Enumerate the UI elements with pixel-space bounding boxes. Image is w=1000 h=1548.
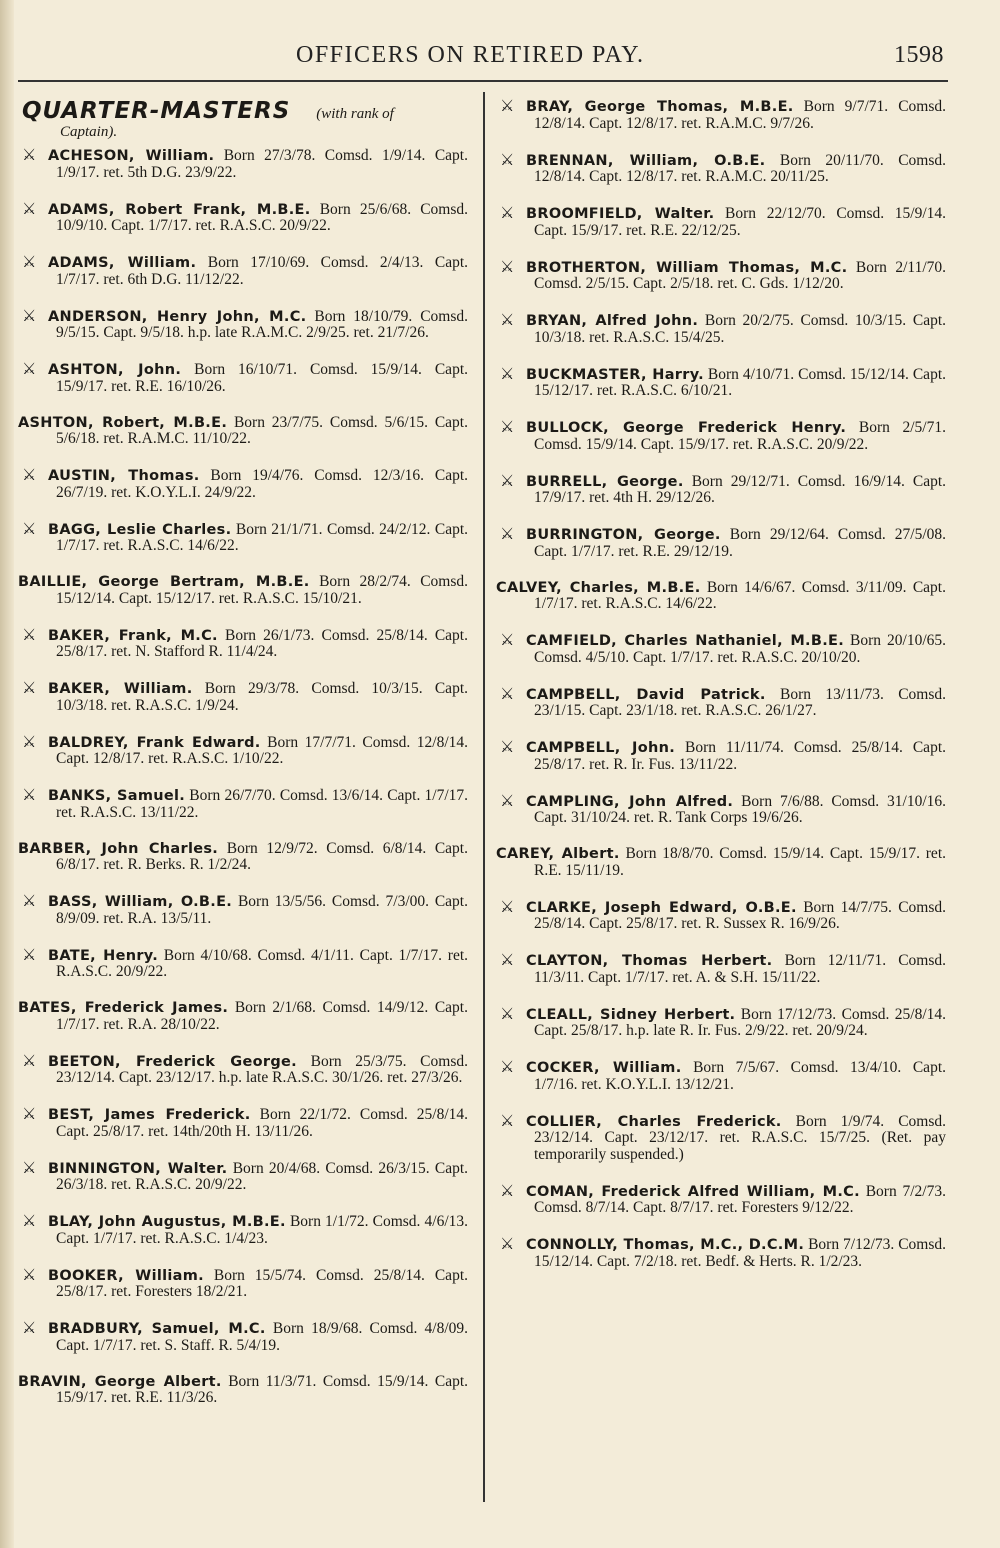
service-details: Born 21/1/71. Comsd. 24/2/12. Capt. 1/7/17. ret. R.A.S.C. 14/6/22. xyxy=(56,520,469,554)
list-item xyxy=(496,1236,946,1270)
list-item xyxy=(18,1157,469,1194)
service-details: Born 2/5/71. Comsd. 15/9/14. Capt. 15/9/17. ret. R.A.S.C. 20/9/22. xyxy=(534,419,946,453)
list-item xyxy=(18,467,468,501)
list-item xyxy=(18,254,468,288)
crossed-swords-icon: ⚔ xyxy=(22,305,34,325)
officer-name: COLLIER, Charles Frederick. xyxy=(526,1113,782,1130)
list-item xyxy=(496,149,947,186)
service-details: Born 27/3/78. Comsd. 1/9/14. Capt. 1/9/17. ret. 5th D.G. 23/9/22. xyxy=(56,147,468,181)
service-details: Born 20/10/65. Comsd. 4/5/10. Capt. 1/7/17. ret. R.A.S.C. 20/10/20. xyxy=(534,632,946,666)
service-details: Born 16/10/71. Comsd. 15/9/14. Capt. 15/9/17. ret. R.E. 16/10/26. xyxy=(56,361,468,395)
officer-name: AUSTIN, Thomas. xyxy=(48,468,200,484)
list-item xyxy=(496,470,947,507)
officer-name: BUCKMASTER, Harry. xyxy=(526,366,704,383)
book-spine-shadow xyxy=(0,0,14,1548)
officer-name: COCKER, William. xyxy=(526,1060,682,1076)
crossed-swords-icon: ⚔ xyxy=(22,785,34,804)
service-details: Born 7/2/73. Comsd. 8/7/14. Capt. 8/7/17. ret. Foresters 9/12/22. xyxy=(534,1182,946,1216)
crossed-swords-icon: ⚔ xyxy=(22,678,34,697)
officer-name: BANKS, Samuel. xyxy=(48,788,186,804)
service-details: Born 11/11/74. Comsd. 25/8/14. Capt. 25/8/17. ret. R. Ir. Fus. 13/11/22. xyxy=(534,739,946,773)
list-item xyxy=(18,624,468,661)
list-item xyxy=(496,739,946,773)
list-item xyxy=(18,518,469,555)
officer-name: BURRELL, George. xyxy=(526,473,684,490)
officer-name: BEETON, Frederick George. xyxy=(48,1053,297,1070)
crossed-swords-icon: ⚔ xyxy=(500,417,512,436)
crossed-swords-icon: ⚔ xyxy=(500,790,512,810)
crossed-swords-icon: ⚔ xyxy=(500,1057,512,1076)
service-details: Born 1/9/74. Comsd. 23/12/14. Capt. 23/12/17. ret. R.A.S.C. 15/7/25. (Ret. pay temporarily suspended.) xyxy=(534,1112,947,1163)
service-details: Born 9/7/71. Comsd. 12/8/14. Capt. 12/8/17. ret. R.A.M.C. 9/7/26. xyxy=(534,98,946,132)
list-item xyxy=(496,952,946,986)
officer-name: BLAY, John Augustus, M.B.E. xyxy=(48,1214,286,1230)
service-details: Born 12/9/72. Comsd. 6/8/14. Capt. 6/8/17. ret. R. Berks. R. 1/2/24. xyxy=(56,839,468,873)
service-details: Born 2/11/70. Comsd. 2/5/15. Capt. 2/5/18. ret. C. Gds. 1/12/20. xyxy=(534,258,946,292)
officer-name: BATE, Henry. xyxy=(48,947,159,964)
service-details: Born 20/2/75. Comsd. 10/3/15. Capt. 10/3/18. ret. R.A.S.C. 15/4/25. xyxy=(534,312,947,346)
left-column xyxy=(18,98,468,1426)
officer-name: BAKER, Frank, M.C. xyxy=(48,627,218,644)
officer-name: BAGG, Leslie Charles. xyxy=(48,521,232,538)
list-item xyxy=(496,312,946,346)
service-details: Born 14/7/75. Comsd. 25/8/14. Capt. 25/8/17. ret. R. Sussex R. 16/9/26. xyxy=(534,898,947,932)
service-details: Born 1/1/72. Comsd. 4/6/13. Capt. 1/7/17. ret. R.A.S.C. 1/4/23. xyxy=(56,1213,469,1247)
list-item xyxy=(18,944,468,981)
officer-name: ACHESON, William. xyxy=(48,148,215,164)
crossed-swords-icon: ⚔ xyxy=(500,256,512,276)
list-item xyxy=(496,363,946,400)
officer-name: BRAY, George Thomas, M.B.E. xyxy=(526,99,794,115)
section-note: (with rank of xyxy=(316,106,394,122)
crossed-swords-icon: ⚔ xyxy=(500,630,512,649)
service-details: Born 17/10/69. Comsd. 2/4/13. Capt. 1/7/17. ret. 6th D.G. 11/12/22. xyxy=(56,254,469,288)
list-item xyxy=(496,896,947,933)
crossed-swords-icon: ⚔ xyxy=(22,518,34,538)
crossed-swords-icon: ⚔ xyxy=(500,310,512,329)
column-divider xyxy=(483,92,485,1502)
service-details: Born 26/7/70. Comsd. 13/6/14. Capt. 1/7/17. ret. R.A.S.C. 13/11/22. xyxy=(56,787,468,821)
list-item xyxy=(496,683,946,720)
list-item xyxy=(496,1110,947,1164)
list-item xyxy=(496,256,946,293)
officer-name: BROOMFIELD, Walter. xyxy=(526,206,715,222)
officer-name: CAMPLING, John Alfred. xyxy=(526,793,734,810)
page-number: 1598 xyxy=(894,42,944,68)
officer-name: ASHTON, John. xyxy=(48,362,182,378)
page-header xyxy=(0,40,1000,74)
crossed-swords-icon: ⚔ xyxy=(500,1003,512,1023)
service-details: Born 26/1/73. Comsd. 25/8/14. Capt. 25/8/17. ret. N. Stafford R. 11/4/24. xyxy=(56,626,468,660)
list-item xyxy=(496,526,946,560)
service-details: Born 22/12/70. Comsd. 15/9/14. Capt. 15/9/17. ret. R.E. 22/12/25. xyxy=(534,205,946,239)
officer-name: BOOKER, William. xyxy=(48,1267,204,1284)
service-details: Born 17/7/71. Comsd. 12/8/14. Capt. 12/8/17. ret. R.A.S.C. 1/10/22. xyxy=(56,733,468,767)
section-note-continued: Captain). xyxy=(60,124,118,140)
crossed-swords-icon: ⚔ xyxy=(500,683,512,703)
header-rule xyxy=(18,80,948,82)
crossed-swords-icon: ⚔ xyxy=(22,731,34,751)
crossed-swords-icon: ⚔ xyxy=(500,363,512,383)
service-details: Born 20/4/68. Comsd. 26/3/15. Capt. 26/3/18. ret. R.A.S.C. 20/9/22. xyxy=(56,1159,469,1193)
list-item xyxy=(18,574,468,607)
crossed-swords-icon: ⚔ xyxy=(22,944,34,964)
officer-name: CALVEY, Charles, M.B.E. xyxy=(496,579,701,596)
officer-name: ADAMS, William. xyxy=(48,255,197,271)
list-item xyxy=(18,147,468,181)
service-details: Born 13/11/73. Comsd. 23/1/15. Capt. 23/1/18. ret. R.A.S.C. 26/1/27. xyxy=(534,685,946,719)
service-details: Born 28/2/74. Comsd. 15/12/14. Capt. 15/12/17. ret. R.A.S.C. 15/10/21. xyxy=(56,573,468,607)
list-item xyxy=(496,580,946,613)
officer-name: BEST, James Frederick. xyxy=(48,1107,251,1123)
list-item xyxy=(496,98,946,132)
service-details: Born 20/11/70. Comsd. 12/8/14. Capt. 12/8/17. ret. R.A.M.C. 20/11/25. xyxy=(534,151,947,185)
list-item xyxy=(18,680,468,714)
crossed-swords-icon: ⚔ xyxy=(22,1211,34,1230)
officer-name: BARBER, John Charles. xyxy=(18,840,219,857)
service-details: Born 19/4/76. Comsd. 12/3/16. Capt. 26/7/19. ret. K.O.Y.L.I. 24/9/22. xyxy=(56,467,468,501)
officer-name: CLEALL, Sidney Herbert. xyxy=(526,1006,736,1023)
crossed-swords-icon: ⚔ xyxy=(500,896,512,916)
officer-name: BROTHERTON, William Thomas, M.C. xyxy=(526,259,848,276)
list-item xyxy=(18,1213,468,1247)
service-details: Born 25/3/75. Comsd. 23/12/14. Capt. 23/12/17. h.p. late R.A.S.C. 30/1/26. ret. 27/3/26. xyxy=(56,1052,468,1086)
officer-name: BULLOCK, George Frederick Henry. xyxy=(526,420,847,436)
crossed-swords-icon: ⚔ xyxy=(500,203,512,222)
service-details: Born 12/11/71. Comsd. 11/3/11. Capt. 1/7/17. ret. A. & S.H. 15/11/22. xyxy=(534,952,947,986)
service-details: Born 15/5/74. Comsd. 25/8/14. Capt. 25/8/17. ret. Foresters 18/2/21. xyxy=(56,1266,468,1300)
officer-name: BURRINGTON, George. xyxy=(526,527,721,543)
crossed-swords-icon: ⚔ xyxy=(22,624,34,644)
service-details: Born 13/5/56. Comsd. 7/3/00. Capt. 8/9/09. ret. R.A. 13/5/11. xyxy=(56,893,468,927)
officer-name: CONNOLLY, Thomas, M.C., D.C.M. xyxy=(526,1237,805,1253)
officer-name: ADAMS, Robert Frank, M.B.E. xyxy=(48,201,311,218)
crossed-swords-icon: ⚔ xyxy=(500,524,512,543)
crossed-swords-icon: ⚔ xyxy=(500,1180,512,1200)
service-details: Born 4/10/71. Comsd. 15/12/14. Capt. 15/12/17. ret. R.A.S.C. 6/10/21. xyxy=(534,365,946,399)
list-item xyxy=(18,1320,468,1354)
crossed-swords-icon: ⚔ xyxy=(22,252,34,271)
list-item xyxy=(18,1106,468,1140)
list-item xyxy=(496,846,946,879)
officer-name: CAMFIELD, Charles Nathaniel, M.B.E. xyxy=(526,633,845,649)
list-item xyxy=(18,893,468,927)
list-item xyxy=(18,1050,468,1087)
list-item xyxy=(18,415,468,448)
crossed-swords-icon: ⚔ xyxy=(22,1264,34,1284)
service-details: Born 18/9/68. Comsd. 4/8/09. Capt. 1/7/17. ret. S. Staff. R. 5/4/19. xyxy=(56,1320,469,1354)
list-item xyxy=(18,787,468,821)
officer-name: ASHTON, Robert, M.B.E. xyxy=(18,414,228,431)
list-item xyxy=(496,1059,946,1093)
list-item xyxy=(496,205,946,239)
list-item xyxy=(18,731,468,768)
officer-name: BRADBURY, Samuel, M.C. xyxy=(48,1321,266,1337)
section-heading xyxy=(18,98,468,141)
crossed-swords-icon: ⚔ xyxy=(500,1234,512,1253)
officer-name: BRYAN, Alfred John. xyxy=(526,313,699,329)
crossed-swords-icon: ⚔ xyxy=(500,470,512,490)
service-details: Born 14/6/67. Comsd. 3/11/09. Capt. 1/7/17. ret. R.A.S.C. 14/6/22. xyxy=(534,578,946,612)
list-item xyxy=(496,1003,947,1040)
officer-name: BRAVIN, George Albert. xyxy=(18,1373,222,1390)
crossed-swords-icon: ⚔ xyxy=(22,198,34,218)
service-details: Born 22/1/72. Comsd. 25/8/14. Capt. 25/8/17. ret. 14th/20th H. 13/11/26. xyxy=(56,1106,469,1140)
section-title: QUARTER-MASTERS xyxy=(22,98,291,124)
list-item xyxy=(18,1000,468,1033)
officer-name: ANDERSON, Henry John, M.C. xyxy=(48,308,307,325)
running-title: OFFICERS ON RETIRED PAY. xyxy=(296,42,645,68)
crossed-swords-icon: ⚔ xyxy=(500,149,512,169)
crossed-swords-icon: ⚔ xyxy=(22,1050,34,1070)
officer-name: CAREY, Albert. xyxy=(496,846,620,862)
list-item xyxy=(18,305,468,342)
crossed-swords-icon: ⚔ xyxy=(500,737,512,756)
officer-name: CAMPBELL, David Patrick. xyxy=(526,686,766,703)
service-details: Born 29/12/64. Comsd. 27/5/08. Capt. 1/7/17. ret. R.E. 29/12/19. xyxy=(534,526,947,560)
officer-name: BAKER, William. xyxy=(48,681,193,697)
service-details: Born 25/6/68. Comsd. 10/9/10. Capt. 1/7/17. ret. R.A.S.C. 20/9/22. xyxy=(56,200,468,234)
crossed-swords-icon: ⚔ xyxy=(500,950,512,969)
officer-name: BRENNAN, William, O.B.E. xyxy=(526,152,766,169)
crossed-swords-icon: ⚔ xyxy=(22,1318,34,1337)
officer-name: BALDREY, Frank Edward. xyxy=(48,734,261,751)
crossed-swords-icon: ⚔ xyxy=(22,465,34,484)
officer-name: CLARKE, Joseph Edward, O.B.E. xyxy=(526,899,797,916)
officer-name: CAMPBELL, John. xyxy=(526,740,676,756)
service-details: Born 7/12/73. Comsd. 15/12/14. Capt. 7/2/18. ret. Bedf. & Herts. R. 1/2/23. xyxy=(534,1236,946,1270)
list-item xyxy=(496,632,946,666)
service-details: Born 29/3/78. Comsd. 10/3/15. Capt. 10/3/18. ret. R.A.S.C. 1/9/24. xyxy=(56,680,468,714)
list-item xyxy=(496,419,946,453)
crossed-swords-icon: ⚔ xyxy=(22,891,34,910)
service-details: Born 7/5/67. Comsd. 13/4/10. Capt. 1/7/16. ret. K.O.Y.L.I. 13/12/21. xyxy=(534,1059,946,1093)
officer-name: BAILLIE, George Bertram, M.B.E. xyxy=(18,574,310,590)
service-details: Born 7/6/88. Comsd. 31/10/16. Capt. 31/10/24. ret. R. Tank Corps 19/6/26. xyxy=(534,792,947,826)
officer-name: CLAYTON, Thomas Herbert. xyxy=(526,953,773,969)
service-details: Born 11/3/71. Comsd. 15/9/14. Capt. 15/9/17. ret. R.E. 11/3/26. xyxy=(56,1372,469,1406)
service-details: Born 4/10/68. Comsd. 4/1/11. Capt. 1/7/17. ret. R.A.S.C. 20/9/22. xyxy=(56,946,468,980)
list-item xyxy=(18,361,468,395)
crossed-swords-icon: ⚔ xyxy=(500,96,512,115)
list-item xyxy=(18,198,468,235)
service-details: Born 18/10/79. Comsd. 9/5/15. Capt. 9/5/18. h.p. late R.A.M.C. 2/9/25. ret. 21/7/26. xyxy=(56,307,468,341)
list-item xyxy=(496,790,947,827)
list-item xyxy=(18,841,468,874)
officer-name: COMAN, Frederick Alfred William, M.C. xyxy=(526,1183,860,1200)
list-item xyxy=(496,1180,946,1217)
service-details: Born 29/12/71. Comsd. 16/9/14. Capt. 17/9/17. ret. 4th H. 29/12/26. xyxy=(534,472,947,506)
officer-name: BASS, William, O.B.E. xyxy=(48,894,233,910)
service-details: Born 23/7/75. Comsd. 5/6/15. Capt. 5/6/18. ret. R.A.M.C. 11/10/22. xyxy=(56,413,468,447)
service-details: Born 18/8/70. Comsd. 15/9/14. Capt. 15/9/17. ret. R.E. 15/11/19. xyxy=(534,845,946,879)
crossed-swords-icon: ⚔ xyxy=(22,145,34,164)
officer-name: BINNINGTON, Walter. xyxy=(48,1160,228,1177)
crossed-swords-icon: ⚔ xyxy=(500,1110,512,1130)
service-details: Born 17/12/73. Comsd. 25/8/14. Capt. 25/8/17. h.p. late R. Ir. Fus. 2/9/22. ret. 20/9/24. xyxy=(534,1005,947,1039)
service-details: Born 2/1/68. Comsd. 14/9/12. Capt. 1/7/17. ret. R.A. 28/10/22. xyxy=(56,999,468,1033)
crossed-swords-icon: ⚔ xyxy=(22,1157,34,1177)
right-column xyxy=(496,98,946,1290)
list-item xyxy=(18,1264,468,1301)
crossed-swords-icon: ⚔ xyxy=(22,1104,34,1123)
list-item xyxy=(18,1374,468,1407)
crossed-swords-icon: ⚔ xyxy=(22,359,34,378)
officer-name: BATES, Frederick James. xyxy=(18,1000,229,1016)
